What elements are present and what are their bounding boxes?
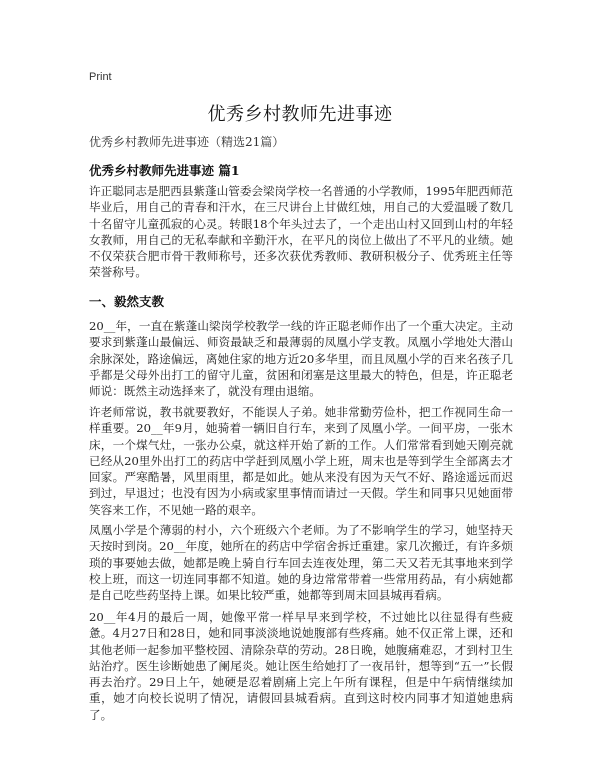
document-title: 优秀乡村教师先进事迹 bbox=[207, 104, 393, 125]
intro-paragraph: 许正聪同志是肥西县紫蓬山管委会梁岗学校一名普通的小学教师，1995年肥西师范毕业后，用自己的青春和汗水，在三尺讲台上甘做红烛，用自己的大爱温暖了数几十名留守儿童孤寂的心灵。转眼18个年头过去了，一个走出山村又回到山村的年轻女教师，用自己的无私奉献和辛勤汗水，在平凡的岗位上做出了不平凡的业绩。她不仅荣获合肥市骨干教师称号，还多次获优秀教师、教研积极分子、优秀班主任等荣誉称号。 bbox=[89, 184, 513, 280]
body-paragraph: 20__年，一直在紫蓬山梁岗学校教学一线的许正聪老师作出了一个重大决定。主动要求到紫蓬山最偏远、师资最缺乏和最薄弱的凤凰小学支教。凤凰小学地处大潜山余脉深处，路途偏远，离她住家的地方近20多华里，而且凤凰小学的百来名孩子几乎都是父母外出打工的留守儿童，贫困和闭塞是这里最大的特色，但是，许正聪老师说：既然主动选择来了，就没有理由退缩。 bbox=[89, 319, 513, 399]
article-heading: 优秀乡村教师先进事迹 篇1 bbox=[89, 163, 240, 178]
section-heading: 一、毅然支教 bbox=[89, 294, 165, 309]
body-paragraph: 凤凰小学是个薄弱的村小，六个班级六个老师。为了不影响学生的学习，她坚持天天按时到岗。20__年度，她所在的药店中学宿舍拆迁重建。家几次搬迁，有许多烦琐的事要她去做，她都是晚上骑自行车回去连夜处理，第二天又若无其事地来到学校上班，而这一切连同事都不知道。她的身边常常带着一些常用药品，有小病她都是自己吃些药坚持上课。如果比较严重，她都等到周末回县城再看病。 bbox=[89, 523, 513, 603]
body-paragraph: 许老师常说，教书就要教好，不能误人子弟。她非常勤劳俭朴，把工作视同生命一样重要。20__年9月，她骑着一辆旧自行车，来到了凤凰小学。一间平房，一张木床，一个煤气灶，一张办公桌，就这样开始了新的工作。人们常常看到她天刚亮就已经从20里外出打工的药店中学赶到凤凰小学上班，周末也是等到学生全部离去才回家。严寒酷暑，风里雨里，都是如此。她从来没有因为天气不好、路途遥远而迟到过，早退过；也没有因为小病或家里事情而请过一天假。学生和同事只见她面带笑容来工作，不见她一路的艰辛。 bbox=[89, 405, 513, 517]
document-subtitle: 优秀乡村教师先进事迹（精选21篇） bbox=[89, 135, 285, 149]
body-paragraph: 20__年4月的最后一周，她像平常一样早早来到学校，不过她比以往显得有些疲惫。4月27日和28日，她和同事淡淡地说她腹部有些疼痛。她不仅正常上课，还和其他老师一起参加平整校园、清除杂草的劳动。28日晚，她腹痛难忍，才到村卫生站治疗。医生诊断她患了阑尾炎。她让医生给她打了一夜吊针，想等到“五一”长假再去治疗。29日上午，她硬是忍着剧痛上完上午所有课程，但是中午病情继续加重，她才向校长说明了情况，请假回县城看病。直到这时校内同事才知道她患病了。 bbox=[89, 610, 513, 722]
print-label[interactable]: Print bbox=[89, 71, 112, 83]
